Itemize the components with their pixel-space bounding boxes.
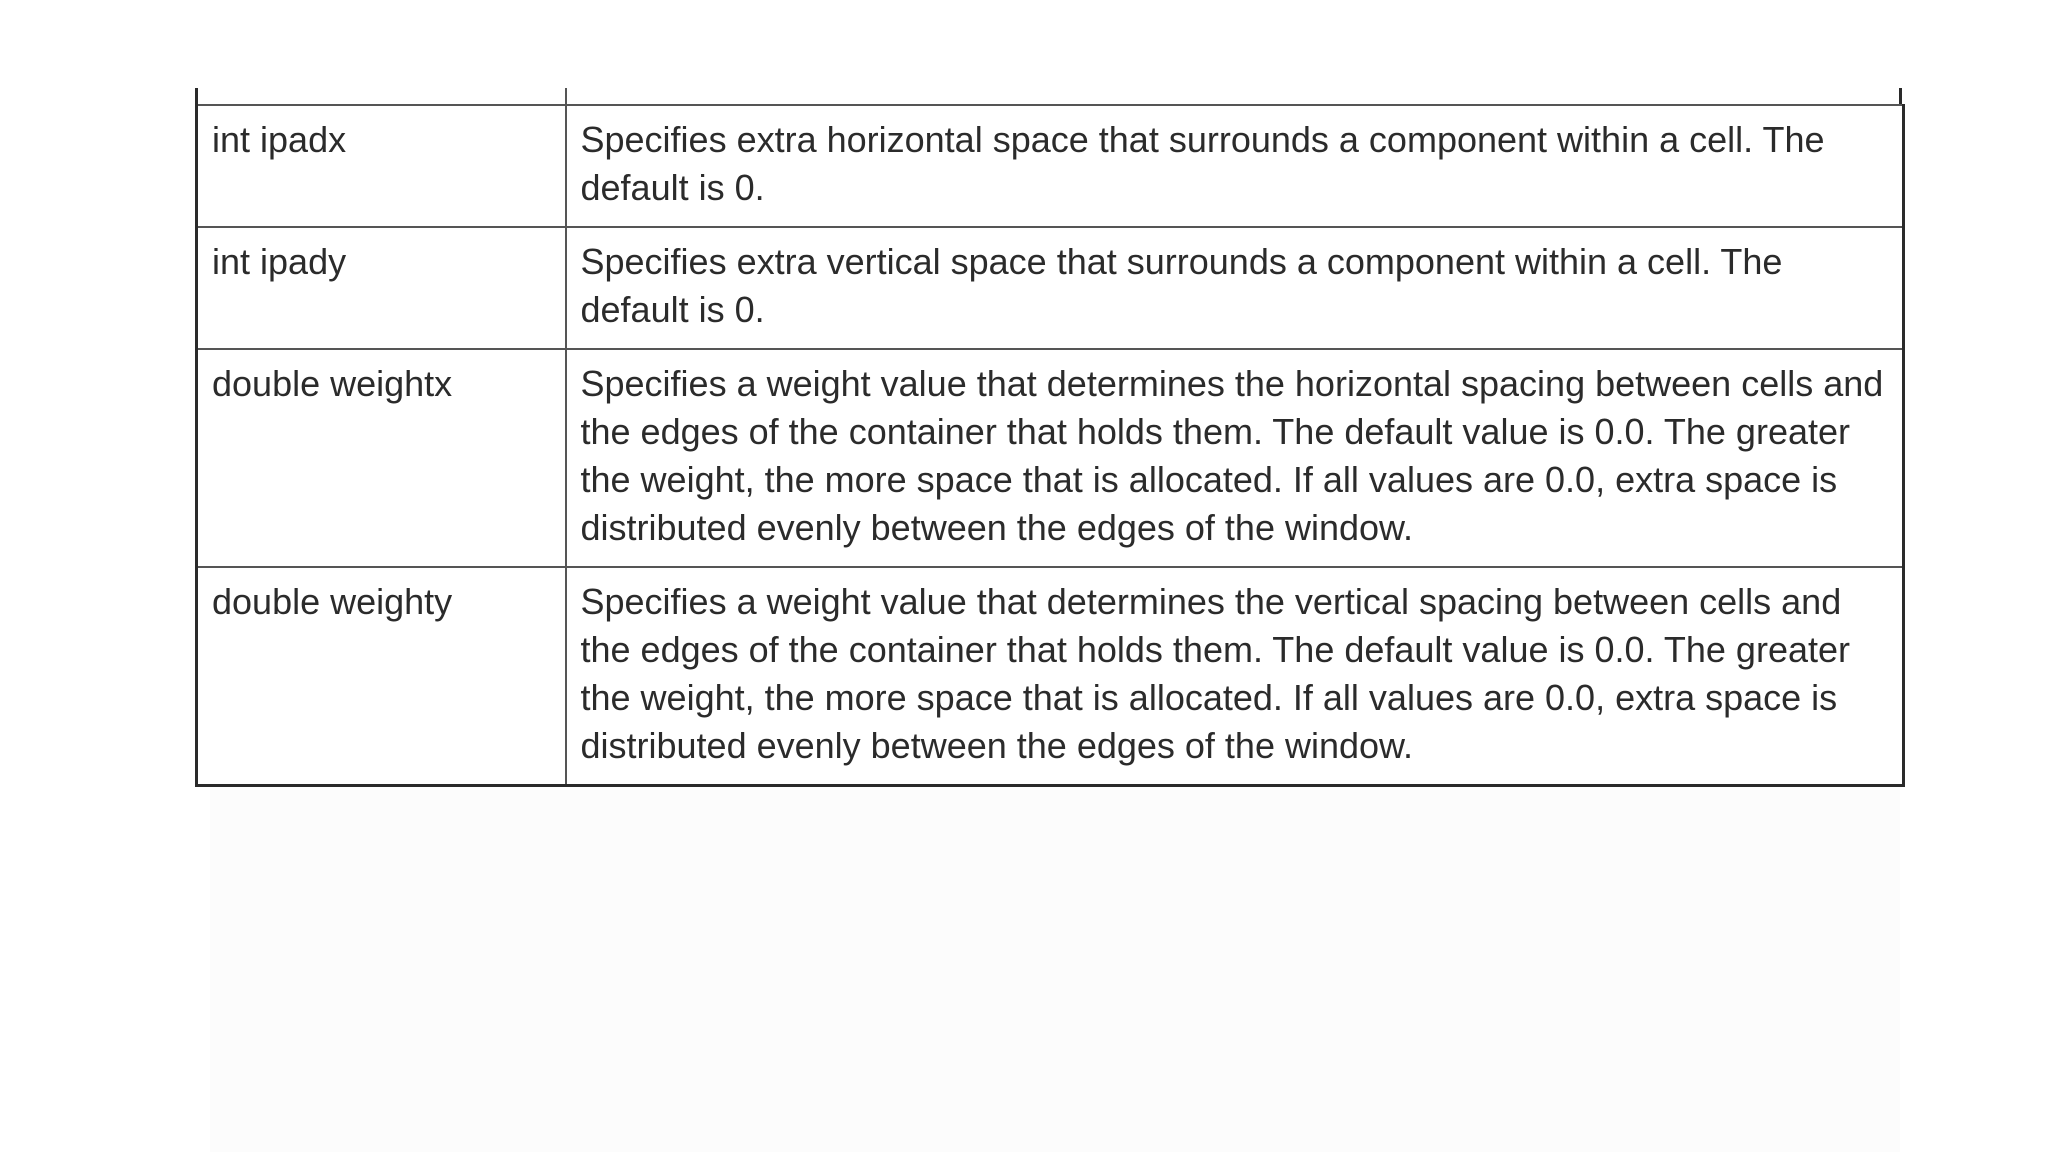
field-name-cell: double weighty — [197, 567, 566, 786]
page-background-panel — [210, 790, 1900, 1152]
table-row — [197, 227, 1904, 349]
field-description-cell: Specifies a weight value that determines the horizontal spacing between cells and the edges of the container that holds them. The default value is 0.0. The greater the weight, the more space that is allocated. If all values are 0.0, extra space is distributed evenly between the edges of the window. — [566, 349, 1904, 567]
field-description-table — [195, 104, 1905, 787]
field-name-cell: int ipady — [197, 227, 566, 349]
field-description-cell: Specifies extra vertical space that surrounds a component within a cell. The default is 0. — [566, 227, 1904, 349]
table-row — [197, 567, 1904, 786]
field-name-cell: double weightx — [197, 349, 566, 567]
field-name-cell: int ipadx — [197, 105, 566, 227]
field-description-cell: Specifies extra horizontal space that surrounds a component within a cell. The default is 0. — [566, 105, 1904, 227]
table-row — [197, 349, 1904, 567]
field-description-cell: Specifies a weight value that determines the vertical spacing between cells and the edges of the container that holds them. The default value is 0.0. The greater the weight, the more space that is allocated. If all values are 0.0, extra space is distributed evenly between the edges of the window. — [566, 567, 1904, 786]
table-row — [197, 105, 1904, 227]
